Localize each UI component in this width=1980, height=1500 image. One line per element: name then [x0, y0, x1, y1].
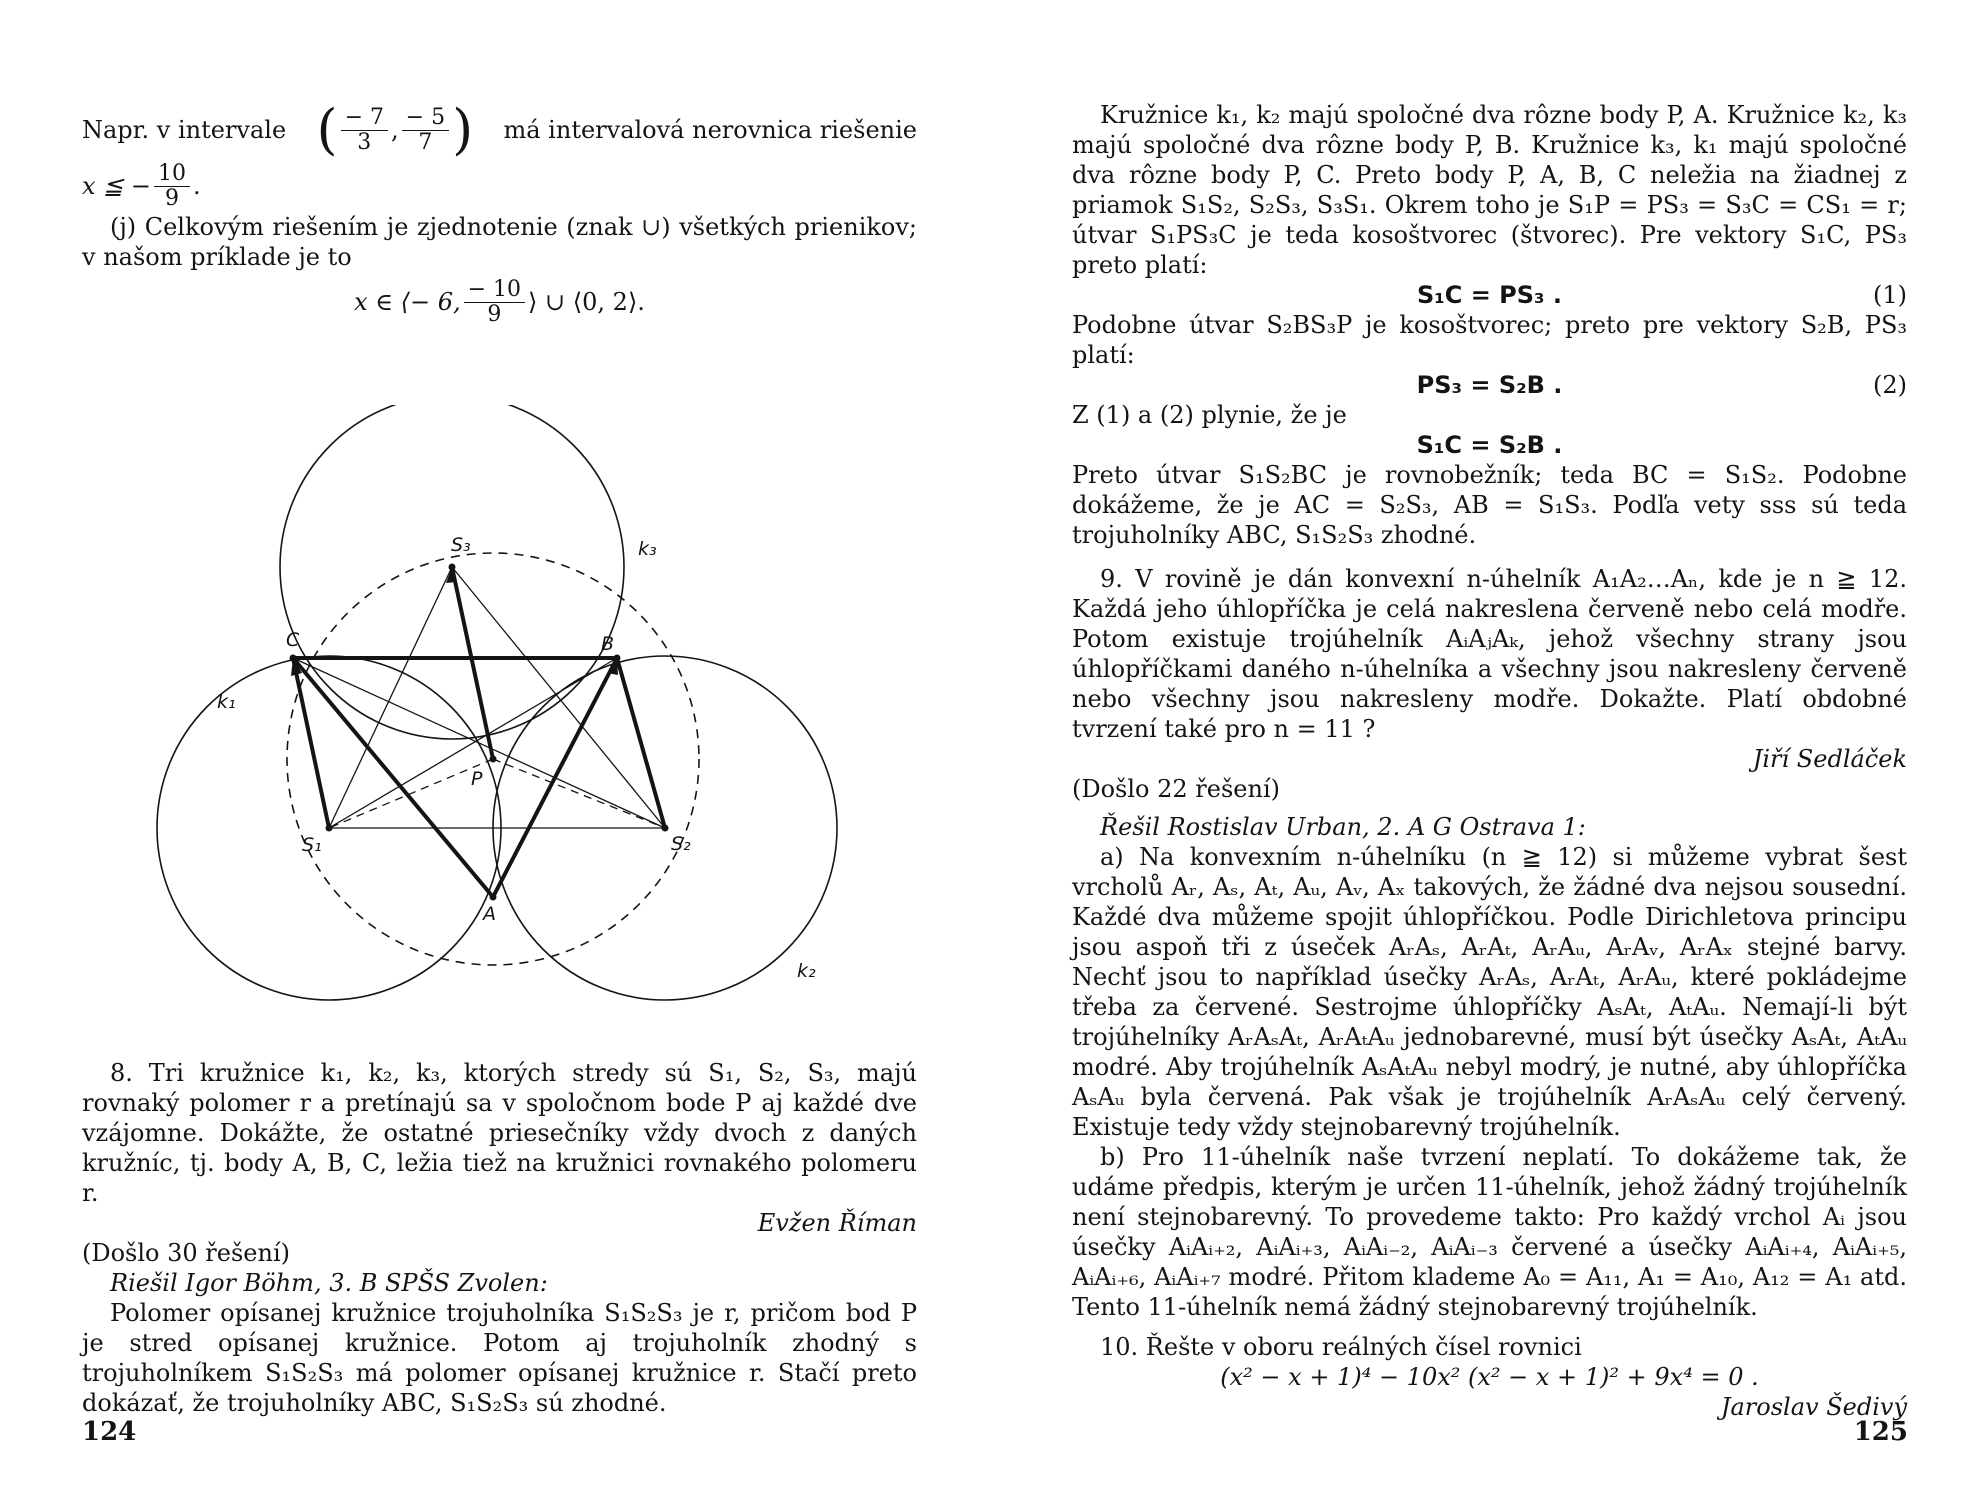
right-page — [990, 0, 1980, 1500]
fraction-numerator: 10 — [154, 162, 190, 187]
label-c: C — [286, 629, 300, 651]
dash-p-s2 — [493, 759, 665, 828]
problem8-text: 8. Tri kružnice k₁, k₂, k₃, ktorých stredy sú S₁, S₂, S₃, majú rovnaký polomer r a pretínajú sa v spoločnom bode P aj každé dve vzájomne. Dokážte, že ostatné priesečníky vždy dvoch z daných kružníc, tj. body A, B, C, ležia tiež na kružnici rovnakého polomeru r. — [82, 1059, 917, 1207]
label-s2: S₂ — [671, 833, 691, 855]
equation-1-row — [1072, 280, 1907, 310]
left-top-text — [82, 100, 917, 332]
label-k3: k₃ — [638, 538, 657, 560]
point-p — [490, 756, 497, 763]
problem9-author: Jiří Sedláček — [1752, 745, 1907, 773]
point-a — [490, 894, 497, 901]
intro-prefix: Napr. v intervale — [82, 116, 287, 144]
comma: , — [391, 116, 399, 144]
fraction-denominator: 9 — [487, 301, 502, 327]
intro-line — [82, 100, 917, 160]
equation-1-number: (1) — [1873, 281, 1907, 309]
label-p: P — [471, 768, 483, 790]
point-s1 — [326, 825, 333, 832]
union-lhs: x ∈ ⟨− 6, — [354, 288, 461, 316]
fraction-numerator: − 10 — [464, 278, 525, 303]
vector-c-a — [293, 658, 493, 897]
vector-s2-b — [617, 658, 665, 828]
problem10-author: Jaroslav Šedivý — [1720, 1393, 1907, 1421]
line-s3-s2 — [452, 567, 665, 828]
para1: Kružnice k₁, k₂ majú spoločné dva rôzne body P, A. Kružnice k₂, k₃ majú spoločné dva rôzne body P, B. Kružnice k₃, k₁ majú spoločné dva rôzne body P, C. Preto body P, A, B, C neležia na žiadnej z priamok S₁S₂, S₂S₃, S₃S₁. Okrem toho je S₁P = PS₃ = S₃C = CS₁ = r; útvar S₁PS₃C je teda kosoštvorec (štvorec). Pre vektory S₁C, PS₃ preto platí: — [1072, 101, 1907, 279]
page-number-left: 124 — [82, 1417, 137, 1447]
problem10-equation: (x² − x + 1)⁴ − 10x² (x² − x + 1)² + 9x⁴ = 0 . — [1220, 1363, 1759, 1391]
problem8-section — [82, 1058, 917, 1418]
fraction-lower — [341, 106, 388, 155]
equation-1: S₁C = PS₃ . — [1416, 281, 1563, 309]
point-s2 — [662, 825, 669, 832]
label-s3: S₃ — [451, 534, 471, 556]
problem10-text: 10. Řešte v oboru reálných čísel rovnici — [1100, 1333, 1582, 1361]
solution-lhs: x ≦ − — [82, 172, 152, 200]
para3: Z (1) a (2) plynie, že je — [1072, 401, 1347, 429]
para2: Podobne útvar S₂BS₃P je kosoštvorec; preto pre vektory S₂B, PS₃ platí: — [1072, 311, 1907, 369]
right-text — [1072, 100, 1907, 1422]
j-paragraph: (j) Celkovým riešením je zjednotenie (znak ∪) všetkých prienikov; v našom príklade je to — [82, 213, 917, 271]
para4: Preto útvar S₁S₂BC je rovnobežník; teda BC = S₁S₂. Podobne dokážeme, že je AC = S₂S₃, AB = S₁S₃. Podľa vety sss sú teda trojuholníky ABC, S₁S₂S₃ zhodné. — [1072, 461, 1907, 549]
problem9-solver: Řešil Rostislav Urban, 2. A G Ostrava 1: — [1100, 813, 1586, 841]
interval-expression — [316, 98, 474, 161]
solution-line — [82, 160, 917, 212]
fraction-numerator: − 7 — [341, 106, 388, 131]
union-line — [82, 272, 917, 332]
figure-svg — [95, 405, 915, 1030]
left-paren: ( — [316, 98, 338, 161]
equation-3: S₁C = S₂B . — [1416, 431, 1563, 459]
problem8-solver: Riešil Igor Böhm, 3. B SPŠS Zvolen: — [110, 1269, 548, 1297]
label-k2: k₂ — [797, 960, 816, 982]
fraction-denominator: 7 — [418, 129, 433, 155]
label-a: A — [483, 903, 496, 925]
problem9-count: (Došlo 22 řešení) — [1072, 775, 1280, 803]
intro-suffix: má intervalová nerovnica riešenie — [503, 116, 917, 144]
line-s3-s1 — [329, 567, 452, 828]
geometry-figure — [95, 405, 915, 1030]
label-s1: S₁ — [302, 834, 322, 856]
dash-p-s1 — [329, 759, 493, 828]
vector-s1-c — [293, 658, 329, 828]
page-number-right: 125 — [1853, 1417, 1908, 1447]
problem8-count: (Došlo 30 řešení) — [82, 1239, 290, 1267]
problem9-part-a: a) Na konvexním n-úhelníku (n ≧ 12) si můžeme vybrat šest vrcholů Aᵣ, Aₛ, Aₜ, Aᵤ, Aᵥ, Aₓ takových, že žádné dva nejsou sousední. Každé dva můžeme spojit úhlopříčkou. Podle Dirichletova principu jsou aspoň tři z úseček AᵣAₛ, AᵣAₜ, AᵣAᵤ, AᵣAᵥ, AᵣAₓ stejné barvy. Nechť jsou to například úsečky AᵣAₛ, AᵣAₜ, AᵣAᵤ, které pokládejme třeba za červené. Sestrojme úhlopříčky AₛAₜ, AₜAᵤ. Nemají-li být trojúhelníky AᵣAₛAₜ, AᵣAₜAᵤ jednobarevné, musí být úsečky AₛAₜ, AₜAᵤ modré. Aby trojúhelník AₛAₜAᵤ nebyl modrý, je nutné, aby úhlopříčka AₛAᵤ byla červená. Pak však je trojúhelník AᵣAₛAᵤ celý červený. Existuje tedy vždy stejnobarevný trojúhelník. — [1072, 843, 1907, 1141]
equation-2-row — [1072, 370, 1907, 400]
solution-fraction — [154, 162, 190, 211]
label-k1: k₁ — [217, 691, 236, 713]
line-c-s2 — [293, 658, 665, 828]
problem9-text: 9. V rovině je dán konvexní n-úhelník A₁A₂…Aₙ, kde je n ≧ 12. Každá jeho úhlopříčka je celá nakreslena červeně nebo celá modře. Potom existuje trojúhelník AᵢAⱼAₖ, jehož všechny strany jsou úhlopříčkami daného n-úhelníka a všechny jsou nakresleny červeně nebo všechny jsou nakresleny modře. Dokažte. Platí obdobné tvrzení také pro n = 11 ? — [1072, 565, 1907, 743]
equation-3-row — [1072, 430, 1907, 460]
right-paren: ) — [452, 98, 474, 161]
period: . — [193, 172, 201, 200]
equation-2-number: (2) — [1873, 371, 1907, 399]
problem9-part-b: b) Pro 11-úhelník naše tvrzení neplatí. To dokážeme tak, že udáme předpis, kterým je určen 11-úhelník, jehož žádný trojúhelník není stejnobarevný. To provedeme takto: Pro každý vrchol Aᵢ jsou úsečky AᵢAᵢ₊₂, AᵢAᵢ₊₃, AᵢAᵢ₋₂, AᵢAᵢ₋₃ červené a úsečky AᵢAᵢ₊₄, AᵢAᵢ₊₅, AᵢAᵢ₊₆, AᵢAᵢ₊₇ modré. Přitom klademe A₀ = A₁₁, A₁ = A₁₀, A₁₂ = A₁ atd. Tento 11-úhelník nemá žádný stejnobarevný trojúhelník. — [1072, 1143, 1907, 1321]
vector-p-s3 — [452, 567, 493, 759]
fraction-numerator: − 5 — [402, 106, 449, 131]
problem8-author: Evžen Říman — [757, 1209, 917, 1237]
fraction-denominator: 9 — [165, 185, 180, 211]
union-rhs: ⟩ ∪ ⟨0, 2⟩. — [528, 288, 645, 316]
union-fraction — [464, 278, 525, 327]
label-b: B — [601, 633, 615, 655]
fraction-denominator: 3 — [357, 129, 372, 155]
fraction-upper — [402, 106, 449, 155]
problem8-solution: Polomer opísanej kružnice trojuholníka S₁S₂S₃ je r, pričom bod P je stred opísanej kružnice. Potom aj trojuholník zhodný s trojuholníkem S₁S₂S₃ má polomer opísanej kružnice r. Stačí preto dokázať, že trojuholníky ABC, S₁S₂S₃ sú zhodné. — [82, 1299, 917, 1417]
equation-2: PS₃ = S₂B . — [1416, 371, 1563, 399]
